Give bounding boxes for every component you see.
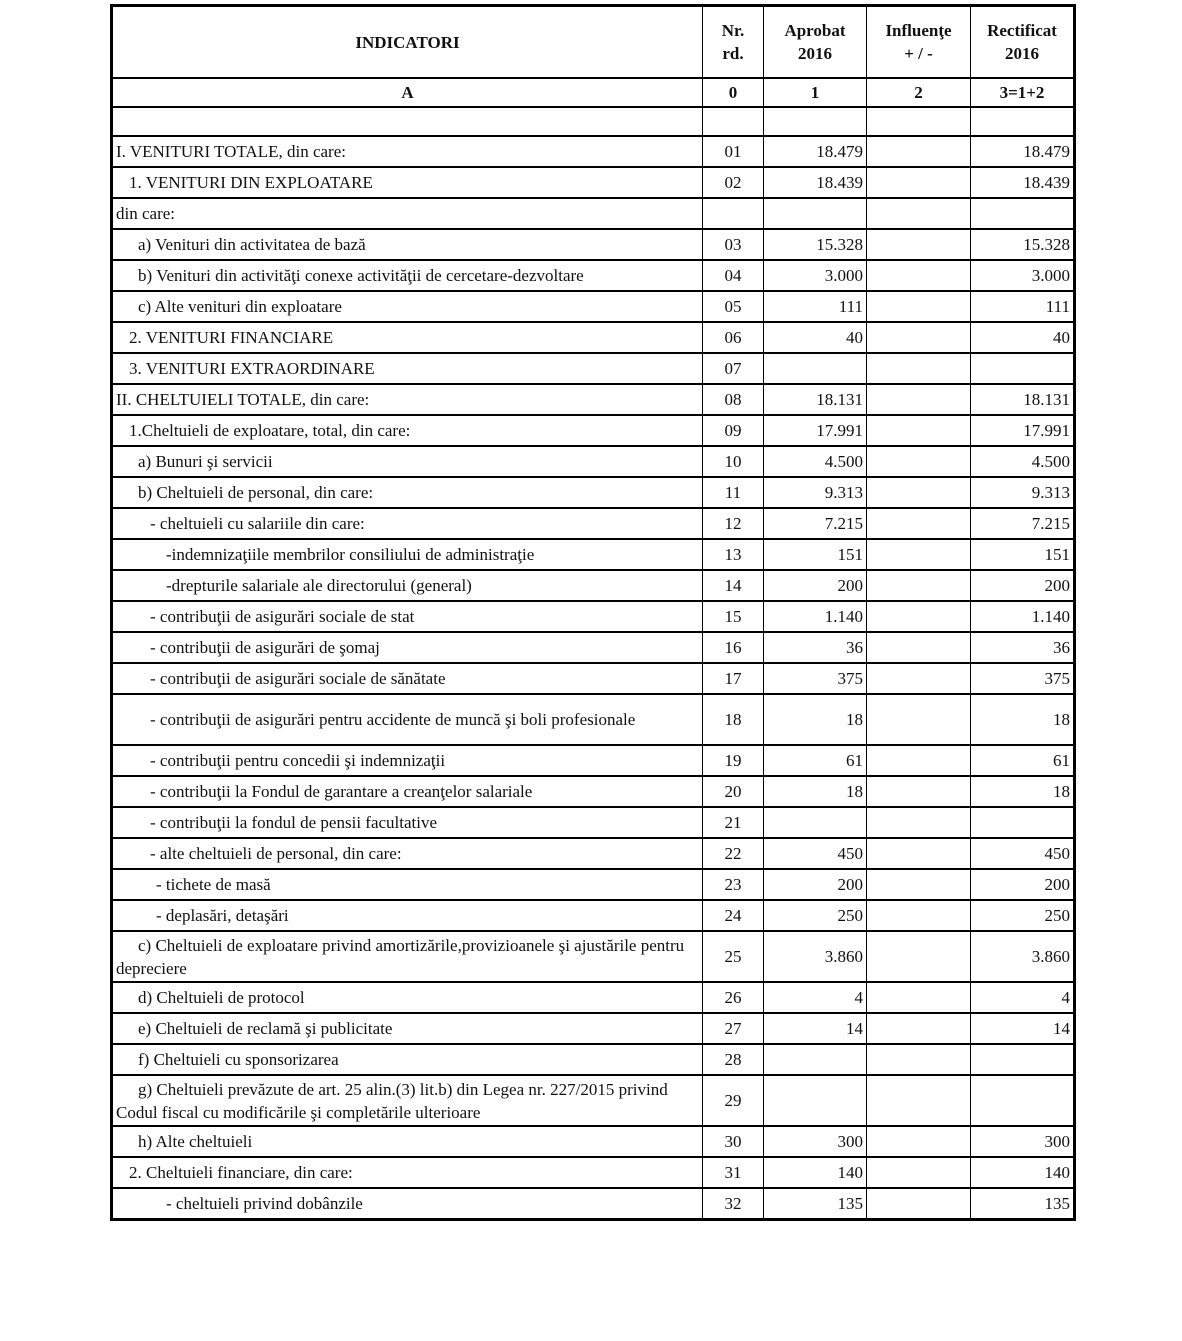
row-number: 04 xyxy=(703,260,764,291)
header-rectificat-line1: Rectificat xyxy=(987,21,1057,40)
influente-value xyxy=(867,539,971,570)
rectificat-value: 18 xyxy=(971,694,1075,745)
row-number: 07 xyxy=(703,353,764,384)
aprobat-value: 36 xyxy=(764,632,867,663)
influente-value xyxy=(867,477,971,508)
aprobat-value xyxy=(764,198,867,229)
row-label: f) Cheltuieli cu sponsorizarea xyxy=(112,1044,703,1075)
table-body xyxy=(112,107,1075,1220)
header-nr-line2: rd. xyxy=(722,44,744,63)
row-label: c) Cheltuieli de exploatare privind amortizările,provizioanele şi ajustările pentru depreciere xyxy=(112,931,703,982)
influente-value xyxy=(867,570,971,601)
aprobat-value: 450 xyxy=(764,838,867,869)
influente-value xyxy=(867,776,971,807)
table-row xyxy=(112,663,1075,694)
aprobat-value xyxy=(764,353,867,384)
rectificat-value: 3.860 xyxy=(971,931,1075,982)
rectificat-value: 9.313 xyxy=(971,477,1075,508)
header-nr-line1: Nr. xyxy=(721,21,745,40)
row-number: 15 xyxy=(703,601,764,632)
code-rectificat: 3=1+2 xyxy=(971,78,1075,107)
influente-value xyxy=(867,694,971,745)
rectificat-value: 375 xyxy=(971,663,1075,694)
aprobat-value: 18 xyxy=(764,694,867,745)
table-row xyxy=(112,353,1075,384)
aprobat-value: 7.215 xyxy=(764,508,867,539)
table-row xyxy=(112,260,1075,291)
influente-value xyxy=(867,601,971,632)
header-rectificat xyxy=(971,6,1075,79)
rectificat-value: 18.479 xyxy=(971,136,1075,167)
row-number: 17 xyxy=(703,663,764,694)
row-label: 2. Cheltuieli financiare, din care: xyxy=(112,1157,703,1188)
table-row xyxy=(112,322,1075,353)
aprobat-value xyxy=(764,807,867,838)
table-row xyxy=(112,632,1075,663)
header-influente xyxy=(867,6,971,79)
header-aprobat-line2: 2016 xyxy=(798,44,832,63)
rectificat-value: 4 xyxy=(971,982,1075,1013)
row-label: a) Bunuri şi servicii xyxy=(112,446,703,477)
spacer-cell xyxy=(112,107,703,136)
code-influente: 2 xyxy=(867,78,971,107)
aprobat-value xyxy=(764,1075,867,1126)
header-influente-line2: + / - xyxy=(904,44,933,63)
rectificat-value: 36 xyxy=(971,632,1075,663)
aprobat-value: 151 xyxy=(764,539,867,570)
row-number: 30 xyxy=(703,1126,764,1157)
rectificat-value: 40 xyxy=(971,322,1075,353)
row-number: 24 xyxy=(703,900,764,931)
row-label: -drepturile salariale ale directorului (general) xyxy=(112,570,703,601)
aprobat-value xyxy=(764,1044,867,1075)
row-label: - alte cheltuieli de personal, din care: xyxy=(112,838,703,869)
influente-value xyxy=(867,508,971,539)
table-row xyxy=(112,477,1075,508)
table-row xyxy=(112,1126,1075,1157)
aprobat-value: 300 xyxy=(764,1126,867,1157)
influente-value xyxy=(867,322,971,353)
aprobat-value: 4 xyxy=(764,982,867,1013)
aprobat-value: 1.140 xyxy=(764,601,867,632)
rectificat-value: 7.215 xyxy=(971,508,1075,539)
table-row xyxy=(112,776,1075,807)
spacer-cell xyxy=(764,107,867,136)
row-label: e) Cheltuieli de reclamă şi publicitate xyxy=(112,1013,703,1044)
influente-value xyxy=(867,982,971,1013)
aprobat-value: 200 xyxy=(764,570,867,601)
row-label: II. CHELTUIELI TOTALE, din care: xyxy=(112,384,703,415)
aprobat-value: 61 xyxy=(764,745,867,776)
row-number: 05 xyxy=(703,291,764,322)
header-aprobat-line1: Aprobat xyxy=(784,21,846,40)
rectificat-value xyxy=(971,1075,1075,1126)
header-row xyxy=(112,6,1075,79)
aprobat-value: 15.328 xyxy=(764,229,867,260)
table-row xyxy=(112,1075,1075,1126)
rectificat-value: 200 xyxy=(971,869,1075,900)
table-row xyxy=(112,807,1075,838)
aprobat-value: 18.131 xyxy=(764,384,867,415)
row-label: c) Alte venituri din exploatare xyxy=(112,291,703,322)
row-label: h) Alte cheltuieli xyxy=(112,1126,703,1157)
row-label: g) Cheltuieli prevăzute de art. 25 alin.(3) lit.b) din Legea nr. 227/2015 privind Codul fiscal cu modificările şi completările ulterioare xyxy=(112,1075,703,1126)
table-row xyxy=(112,570,1075,601)
rectificat-value: 140 xyxy=(971,1157,1075,1188)
row-number: 14 xyxy=(703,570,764,601)
aprobat-value: 200 xyxy=(764,869,867,900)
row-label: - cheltuieli privind dobânzile xyxy=(112,1188,703,1220)
row-number: 06 xyxy=(703,322,764,353)
row-label: - contribuţii de asigurări de şomaj xyxy=(112,632,703,663)
aprobat-value: 4.500 xyxy=(764,446,867,477)
influente-value xyxy=(867,415,971,446)
influente-value xyxy=(867,136,971,167)
spacer-cell xyxy=(867,107,971,136)
row-number: 18 xyxy=(703,694,764,745)
aprobat-value: 135 xyxy=(764,1188,867,1220)
row-number: 25 xyxy=(703,931,764,982)
table-row xyxy=(112,415,1075,446)
table-row xyxy=(112,900,1075,931)
aprobat-value: 250 xyxy=(764,900,867,931)
row-label: 1.Cheltuieli de exploatare, total, din care: xyxy=(112,415,703,446)
row-number: 01 xyxy=(703,136,764,167)
table-row xyxy=(112,931,1075,982)
table-row xyxy=(112,1044,1075,1075)
spacer-row xyxy=(112,107,1075,136)
aprobat-value: 9.313 xyxy=(764,477,867,508)
table-row xyxy=(112,508,1075,539)
row-number: 31 xyxy=(703,1157,764,1188)
influente-value xyxy=(867,745,971,776)
aprobat-value: 3.860 xyxy=(764,931,867,982)
spacer-cell xyxy=(971,107,1075,136)
aprobat-value: 18.479 xyxy=(764,136,867,167)
aprobat-value: 18 xyxy=(764,776,867,807)
code-nr: 0 xyxy=(703,78,764,107)
rectificat-value: 14 xyxy=(971,1013,1075,1044)
row-number: 08 xyxy=(703,384,764,415)
header-indicatori: INDICATORI xyxy=(112,6,703,79)
rectificat-value: 250 xyxy=(971,900,1075,931)
aprobat-value: 18.439 xyxy=(764,167,867,198)
rectificat-value xyxy=(971,1044,1075,1075)
influente-value xyxy=(867,1126,971,1157)
row-label: d) Cheltuieli de protocol xyxy=(112,982,703,1013)
table-row xyxy=(112,446,1075,477)
header-nr-rd xyxy=(703,6,764,79)
table-row xyxy=(112,601,1075,632)
code-indicatori: A xyxy=(112,78,703,107)
influente-value xyxy=(867,260,971,291)
row-label: - contribuţii la fondul de pensii facultative xyxy=(112,807,703,838)
table-row xyxy=(112,1188,1075,1220)
rectificat-value: 135 xyxy=(971,1188,1075,1220)
rectificat-value: 18.439 xyxy=(971,167,1075,198)
aprobat-value: 14 xyxy=(764,1013,867,1044)
rectificat-value: 15.328 xyxy=(971,229,1075,260)
aprobat-value: 140 xyxy=(764,1157,867,1188)
row-label: a) Venituri din activitatea de bază xyxy=(112,229,703,260)
rectificat-value: 1.140 xyxy=(971,601,1075,632)
influente-value xyxy=(867,353,971,384)
row-number: 22 xyxy=(703,838,764,869)
row-number: 32 xyxy=(703,1188,764,1220)
row-number: 26 xyxy=(703,982,764,1013)
influente-value xyxy=(867,1044,971,1075)
row-label: - deplasări, detaşări xyxy=(112,900,703,931)
row-number xyxy=(703,198,764,229)
influente-value xyxy=(867,1157,971,1188)
row-number: 19 xyxy=(703,745,764,776)
table-row xyxy=(112,291,1075,322)
influente-value xyxy=(867,384,971,415)
table-row xyxy=(112,1013,1075,1044)
row-label: din care: xyxy=(112,198,703,229)
aprobat-value: 375 xyxy=(764,663,867,694)
aprobat-value: 40 xyxy=(764,322,867,353)
row-label: -indemnizaţiile membrilor consiliului de administraţie xyxy=(112,539,703,570)
spacer-cell xyxy=(703,107,764,136)
header-rectificat-line2: 2016 xyxy=(1005,44,1039,63)
rectificat-value: 151 xyxy=(971,539,1075,570)
table-row xyxy=(112,539,1075,570)
influente-value xyxy=(867,663,971,694)
row-number: 03 xyxy=(703,229,764,260)
row-number: 09 xyxy=(703,415,764,446)
table-row xyxy=(112,167,1075,198)
influente-value xyxy=(867,1075,971,1126)
influente-value xyxy=(867,198,971,229)
table-row xyxy=(112,384,1075,415)
table-row xyxy=(112,136,1075,167)
influente-value xyxy=(867,291,971,322)
budget-table xyxy=(110,4,1076,1221)
aprobat-value: 17.991 xyxy=(764,415,867,446)
column-codes-row xyxy=(112,78,1075,107)
rectificat-value: 61 xyxy=(971,745,1075,776)
table-row xyxy=(112,1157,1075,1188)
aprobat-value: 111 xyxy=(764,291,867,322)
influente-value xyxy=(867,1013,971,1044)
row-label: b) Cheltuieli de personal, din care: xyxy=(112,477,703,508)
row-label: - contribuţii de asigurări pentru accidente de muncă şi boli profesionale xyxy=(112,694,703,745)
influente-value xyxy=(867,869,971,900)
row-number: 10 xyxy=(703,446,764,477)
rectificat-value: 17.991 xyxy=(971,415,1075,446)
row-number: 11 xyxy=(703,477,764,508)
row-label: 1. VENITURI DIN EXPLOATARE xyxy=(112,167,703,198)
table-row xyxy=(112,869,1075,900)
row-number: 16 xyxy=(703,632,764,663)
row-number: 20 xyxy=(703,776,764,807)
influente-value xyxy=(867,1188,971,1220)
influente-value xyxy=(867,838,971,869)
rectificat-value: 111 xyxy=(971,291,1075,322)
table-row xyxy=(112,694,1075,745)
influente-value xyxy=(867,632,971,663)
row-number: 23 xyxy=(703,869,764,900)
table-row xyxy=(112,745,1075,776)
row-number: 02 xyxy=(703,167,764,198)
row-number: 28 xyxy=(703,1044,764,1075)
row-label: - contribuţii pentru concedii şi indemnizaţii xyxy=(112,745,703,776)
header-aprobat xyxy=(764,6,867,79)
influente-value xyxy=(867,446,971,477)
rectificat-value: 18 xyxy=(971,776,1075,807)
row-label: - tichete de masă xyxy=(112,869,703,900)
table-row xyxy=(112,198,1075,229)
row-label: - contribuţii de asigurări sociale de sănătate xyxy=(112,663,703,694)
influente-value xyxy=(867,931,971,982)
rectificat-value: 3.000 xyxy=(971,260,1075,291)
row-label: 3. VENITURI EXTRAORDINARE xyxy=(112,353,703,384)
row-number: 29 xyxy=(703,1075,764,1126)
rectificat-value: 200 xyxy=(971,570,1075,601)
row-label: - contribuţii de asigurări sociale de stat xyxy=(112,601,703,632)
row-number: 21 xyxy=(703,807,764,838)
rectificat-value: 18.131 xyxy=(971,384,1075,415)
rectificat-value xyxy=(971,198,1075,229)
row-label: b) Venituri din activităţi conexe activităţii de cercetare-dezvoltare xyxy=(112,260,703,291)
header-influente-line1: Influenţe xyxy=(885,21,952,40)
rectificat-value: 4.500 xyxy=(971,446,1075,477)
row-number: 27 xyxy=(703,1013,764,1044)
influente-value xyxy=(867,900,971,931)
row-label: 2. VENITURI FINANCIARE xyxy=(112,322,703,353)
rectificat-value: 450 xyxy=(971,838,1075,869)
table-row xyxy=(112,982,1075,1013)
rectificat-value: 300 xyxy=(971,1126,1075,1157)
rectificat-value xyxy=(971,353,1075,384)
code-aprobat: 1 xyxy=(764,78,867,107)
row-label: - cheltuieli cu salariile din care: xyxy=(112,508,703,539)
influente-value xyxy=(867,167,971,198)
rectificat-value xyxy=(971,807,1075,838)
row-number: 12 xyxy=(703,508,764,539)
row-label: I. VENITURI TOTALE, din care: xyxy=(112,136,703,167)
influente-value xyxy=(867,229,971,260)
influente-value xyxy=(867,807,971,838)
table-row xyxy=(112,229,1075,260)
table-row xyxy=(112,838,1075,869)
aprobat-value: 3.000 xyxy=(764,260,867,291)
row-label: - contribuţii la Fondul de garantare a creanţelor salariale xyxy=(112,776,703,807)
row-number: 13 xyxy=(703,539,764,570)
